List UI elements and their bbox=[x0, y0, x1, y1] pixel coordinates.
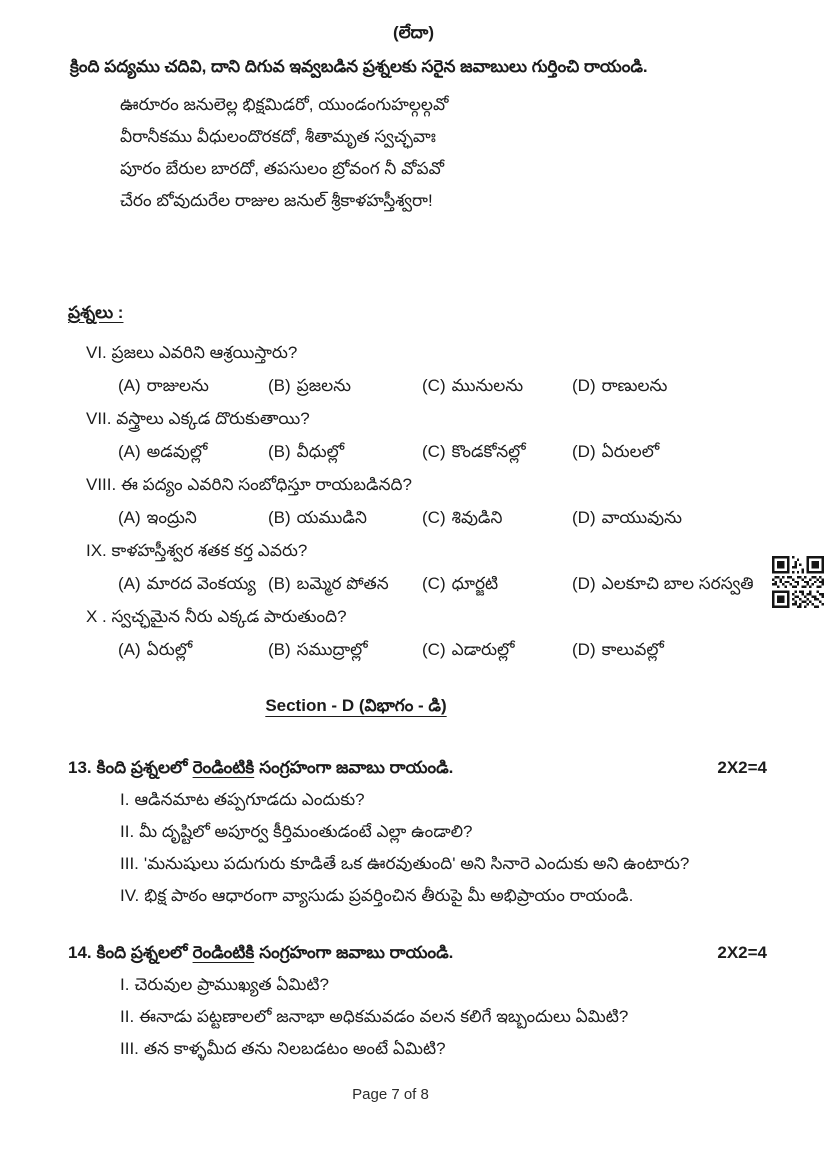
option-text: ఎలకూచి బాల సరస్వతి bbox=[601, 574, 754, 593]
question-vi bbox=[0, 342, 827, 364]
poem-line: వీరానీకము వీధులందొరకదో, శీతామృత స్వచ్ఛవాః bbox=[120, 127, 436, 146]
question-text: ప్రజలు ఎవరిని ఆశ్రయిస్తారు? bbox=[111, 343, 298, 362]
sub-question-text: ఈనాడు పట్టణాలలో జనాభా అధికమవడం వలన కలిగే ఇబ్బందులు ఏమిటి? bbox=[139, 1007, 629, 1026]
question-text: వస్త్రాలు ఎక్కడ దొరుకుతాయి? bbox=[116, 409, 310, 428]
question-number: VIII. bbox=[86, 475, 117, 494]
questions-heading: ప్రశ్నలు : bbox=[68, 303, 124, 322]
option-text: కాలువల్లో bbox=[601, 640, 664, 659]
sub-question-number: III. bbox=[120, 1039, 139, 1058]
question-text-before: కింది ప్రశ్నలలో bbox=[96, 758, 188, 777]
sub-question bbox=[0, 974, 827, 996]
question-text-underlined: రెండింటికి bbox=[192, 758, 255, 777]
question-ix bbox=[0, 540, 827, 562]
option-text: అడవుల్లో bbox=[146, 442, 208, 461]
question-text-after: సంగ్రహంగా జవాబు రాయండి. bbox=[259, 758, 454, 777]
option-label: (A) bbox=[118, 376, 141, 395]
option-text: రాజులను bbox=[146, 376, 209, 395]
sub-question-number: II. bbox=[120, 1007, 135, 1026]
option-label: (C) bbox=[422, 574, 446, 593]
poem-block bbox=[0, 94, 827, 212]
sub-question-text: భిక్ష పాఠం ఆధారంగా వ్యాసుడు ప్రవర్తించిన తీరుపై మీ అభిప్రాయం రాయండి. bbox=[144, 886, 634, 905]
sub-question bbox=[0, 853, 827, 875]
option-label: (D) bbox=[572, 640, 596, 659]
option-label: (C) bbox=[422, 640, 446, 659]
question-number: IX. bbox=[86, 541, 107, 560]
option-a bbox=[118, 573, 268, 595]
option-label: (B) bbox=[268, 574, 291, 593]
question-14-heading bbox=[0, 942, 827, 964]
poem-line: ఊరూరం జనులెల్ల భిక్షమిడరో, యుండంగుహల్గల్గవో bbox=[120, 95, 449, 114]
option-label: (D) bbox=[572, 442, 596, 461]
option-d bbox=[572, 507, 827, 529]
option-a bbox=[118, 375, 268, 397]
sub-question-number: I. bbox=[120, 790, 130, 809]
option-label: (B) bbox=[268, 508, 291, 527]
option-label: (A) bbox=[118, 442, 141, 461]
option-text: రాణులను bbox=[601, 376, 668, 395]
option-label: (A) bbox=[118, 640, 141, 659]
marks-badge: 2X2=4 bbox=[717, 758, 767, 777]
option-text: ఇంద్రుని bbox=[146, 508, 197, 527]
option-text: వాయువును bbox=[601, 508, 682, 527]
question-number: 14. bbox=[68, 943, 92, 962]
option-text: సముద్రాల్లో bbox=[296, 640, 368, 659]
option-text: కొండకోనల్లో bbox=[451, 442, 526, 461]
option-b bbox=[268, 441, 422, 463]
options-row-viii bbox=[0, 507, 827, 529]
poem-line: చేరం బోవుదురేల రాజుల జనుల్ శ్రీకాళహస్తీశ్వరా! bbox=[120, 191, 433, 210]
option-a bbox=[118, 507, 268, 529]
question-vii bbox=[0, 408, 827, 430]
section-d-header bbox=[0, 695, 827, 717]
option-text: ఏరులలో bbox=[601, 442, 660, 461]
sub-question-number: I. bbox=[120, 975, 130, 994]
question-text-underlined: రెండింటికి bbox=[192, 943, 255, 962]
question-number: VI. bbox=[86, 343, 107, 362]
sub-question-text: మీ దృష్టిలో అపూర్వ కీర్తిమంతుడంటే ఎల్లా ఉండాలి? bbox=[139, 822, 473, 841]
option-label: (D) bbox=[572, 574, 596, 593]
sub-question-text: ఆడినమాట తప్పగూడదు ఎందుకు? bbox=[134, 790, 365, 809]
option-label: (A) bbox=[118, 574, 141, 593]
option-label: (D) bbox=[572, 376, 596, 395]
option-text: ఎడారుల్లో bbox=[451, 640, 515, 659]
options-row-vii bbox=[0, 441, 827, 463]
option-text: యముడిని bbox=[296, 508, 367, 527]
option-label: (B) bbox=[268, 442, 291, 461]
question-13-heading bbox=[0, 757, 827, 779]
sub-question bbox=[0, 1038, 827, 1060]
option-label: (A) bbox=[118, 508, 141, 527]
option-c bbox=[422, 375, 572, 397]
question-number: VII. bbox=[86, 409, 112, 428]
sub-question-text: చెరువుల ప్రాముఖ్యత ఏమిటి? bbox=[134, 975, 329, 994]
sub-question bbox=[0, 821, 827, 843]
question-text-before: కింది ప్రశ్నలలో bbox=[96, 943, 188, 962]
page-footer: Page 7 of 8 bbox=[352, 1086, 429, 1103]
option-d bbox=[572, 441, 827, 463]
options-row-vi bbox=[0, 375, 827, 397]
option-b bbox=[268, 375, 422, 397]
poem-instruction: క్రింది పద్యము చదివి, దాని దిగువ ఇవ్వబడిన ప్రశ్నలకు సరైన జవాబులు గుర్తించి రాయండి. bbox=[70, 57, 648, 76]
option-text: ధూర్జటి bbox=[451, 574, 499, 593]
option-c bbox=[422, 507, 572, 529]
question-viii bbox=[0, 474, 827, 496]
option-text: బమ్మెర పోతన bbox=[296, 574, 389, 593]
option-b bbox=[268, 507, 422, 529]
option-b bbox=[268, 573, 422, 595]
option-label: (B) bbox=[268, 376, 291, 395]
question-number: 13. bbox=[68, 758, 92, 777]
option-d bbox=[572, 375, 827, 397]
option-d bbox=[572, 639, 827, 661]
question-text: కాళహస్తీశ్వర శతక కర్త ఎవరు? bbox=[111, 541, 308, 560]
option-text: వీధుల్లో bbox=[296, 442, 345, 461]
option-label: (C) bbox=[422, 442, 446, 461]
question-x bbox=[0, 606, 827, 628]
option-c bbox=[422, 441, 572, 463]
sub-question-text: తన కాళ్ళమీద తను నిలబడటం అంటే ఏమిటి? bbox=[143, 1039, 446, 1058]
option-label: (B) bbox=[268, 640, 291, 659]
marks-badge: 2X2=4 bbox=[717, 943, 767, 962]
option-text: మునులను bbox=[451, 376, 524, 395]
qr-code-icon bbox=[772, 556, 824, 608]
sub-question bbox=[0, 789, 827, 811]
option-c bbox=[422, 639, 572, 661]
question-number: X . bbox=[86, 607, 107, 626]
option-text: మారద వెంకయ్య bbox=[146, 574, 256, 593]
alternative-choice-label: (లేదా) bbox=[392, 23, 435, 42]
sub-question-text: 'మనుషులు పదుగురు కూడితే ఒక ఊరవుతుంది' అని సినారె ఎందుకు అని ఉంటారు? bbox=[143, 854, 690, 873]
poem-line: పూరం బేరుల బారదో, తపసులం బ్రోవంగ నీ వోపవో bbox=[120, 159, 444, 178]
option-label: (C) bbox=[422, 376, 446, 395]
question-text-after: సంగ్రహంగా జవాబు రాయండి. bbox=[259, 943, 454, 962]
option-b bbox=[268, 639, 422, 661]
options-row-ix bbox=[0, 573, 827, 595]
question-text: స్వచ్ఛమైన నీరు ఎక్కడ పారుతుంది? bbox=[111, 607, 347, 626]
sub-question bbox=[0, 885, 827, 907]
sub-question-number: IV. bbox=[120, 886, 140, 905]
option-text: ఏరుల్లో bbox=[146, 640, 193, 659]
option-text: ప్రజలను bbox=[296, 376, 352, 395]
option-a bbox=[118, 441, 268, 463]
option-label: (C) bbox=[422, 508, 446, 527]
question-text: ఈ పద్యం ఎవరిని సంబోధిస్తూ రాయబడినది? bbox=[120, 475, 412, 494]
option-c bbox=[422, 573, 572, 595]
sub-question bbox=[0, 1006, 827, 1028]
sub-question-number: II. bbox=[120, 822, 135, 841]
option-label: (D) bbox=[572, 508, 596, 527]
option-a bbox=[118, 639, 268, 661]
options-row-x bbox=[0, 639, 827, 661]
sub-question-number: III. bbox=[120, 854, 139, 873]
section-d-header-text: Section - D (విభాగం - డి) bbox=[265, 696, 447, 715]
option-text: శివుడిని bbox=[451, 508, 503, 527]
